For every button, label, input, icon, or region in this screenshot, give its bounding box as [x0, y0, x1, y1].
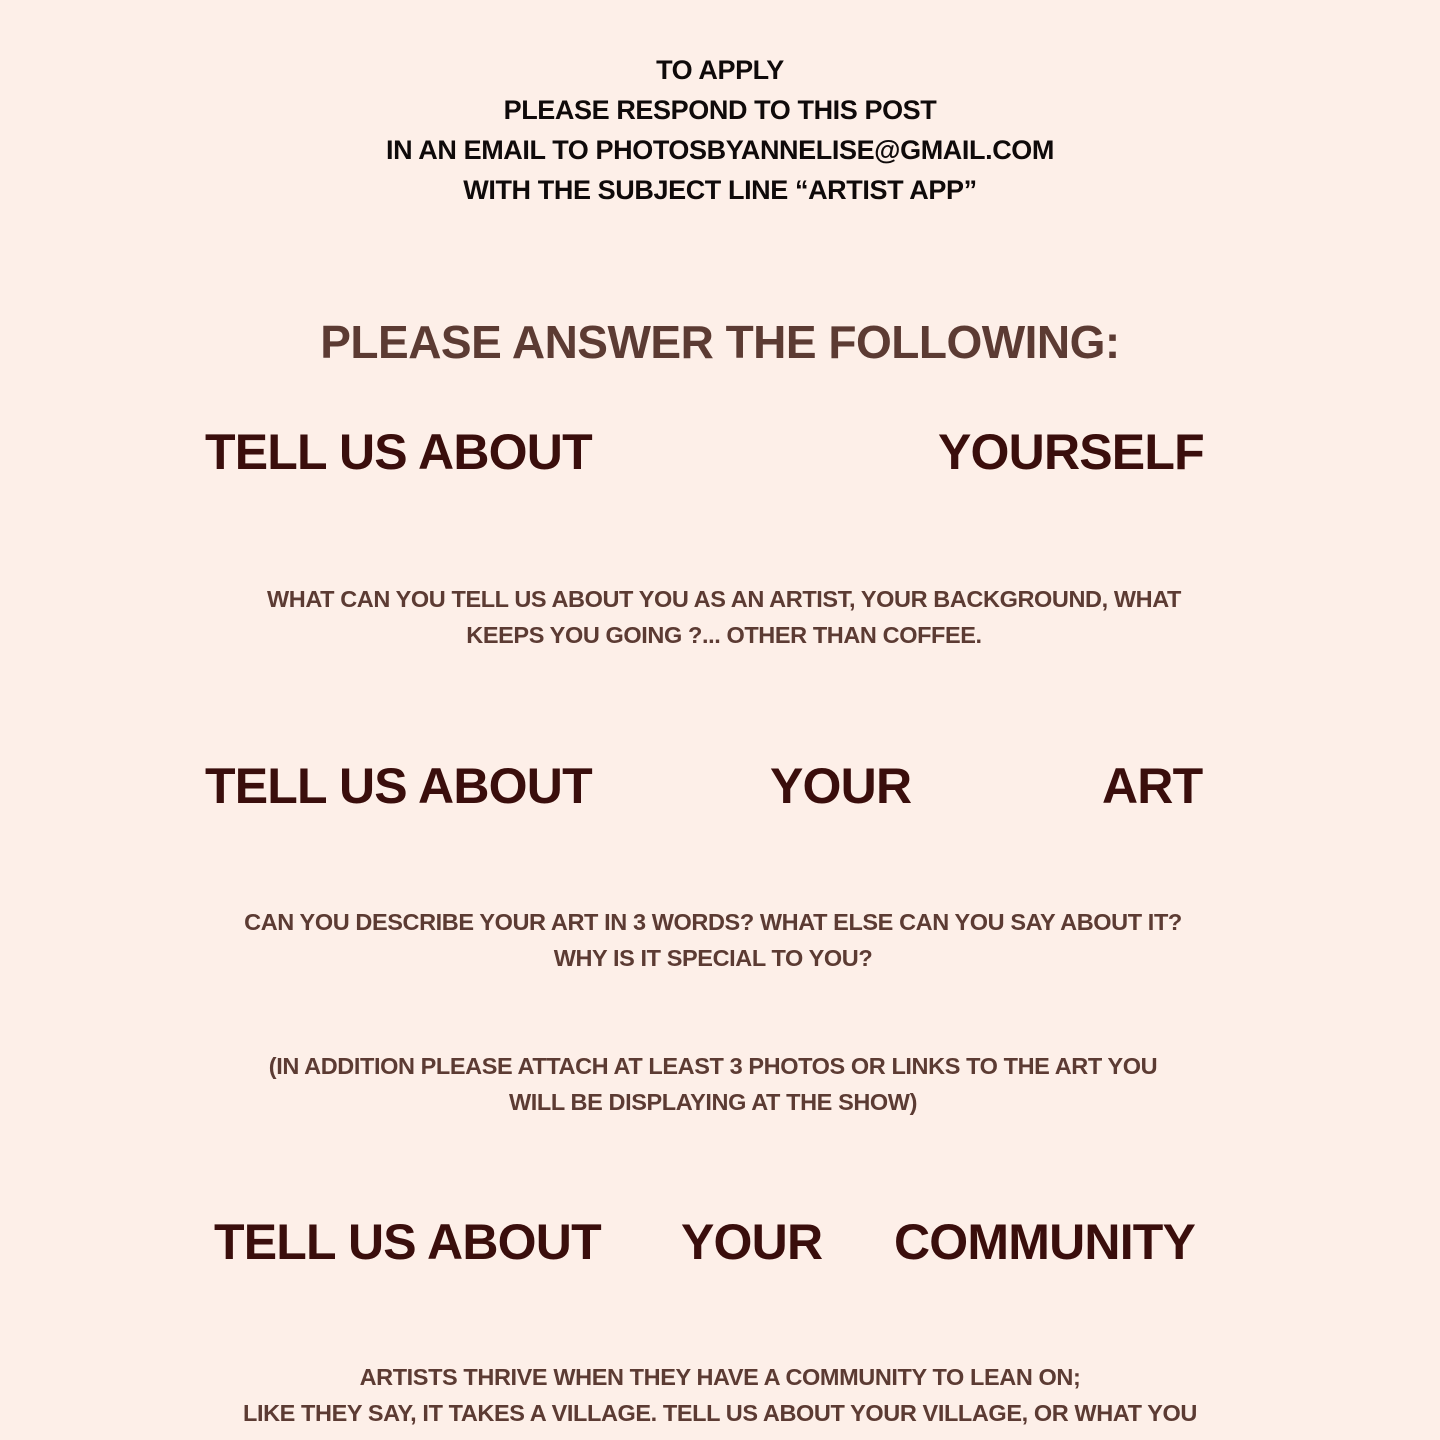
art-question-line1: CAN YOU DESCRIBE YOUR ART IN 3 WORDS? WHAT ELSE CAN YOU SAY ABOUT IT? [244, 909, 1182, 935]
apply-line-email: IN AN EMAIL TO PHOTOSBYANNELISE@GMAIL.COM [386, 135, 1054, 165]
apply-line-respond: PLEASE RESPOND TO THIS POST [503, 95, 937, 125]
art-heading-part3: ART [1102, 758, 1203, 814]
page-prompt: PLEASE ANSWER THE FOLLOWING: [320, 316, 1120, 368]
art-note-line2: WILL BE DISPLAYING AT THE SHOW) [509, 1089, 917, 1115]
community-heading-part3: COMMUNITY [894, 1214, 1196, 1270]
art-question-line2: WHY IS IT SPECIAL TO YOU? [553, 945, 873, 971]
community-heading-part2: YOUR [681, 1214, 823, 1270]
community-question-line2: LIKE THEY SAY, IT TAKES A VILLAGE. TELL US ABOUT YOUR VILLAGE, OR WHAT YOU [242, 1400, 1197, 1426]
art-heading-part1: TELL US ABOUT [205, 758, 592, 814]
art-note-line1: (IN ADDITION PLEASE ATTACH AT LEAST 3 PHOTOS OR LINKS TO THE ART YOU [268, 1053, 1158, 1079]
community-question-line1: ARTISTS THRIVE WHEN THEY HAVE A COMMUNITY TO LEAN ON; [359, 1364, 1081, 1390]
yourself-heading-part1: TELL US ABOUT [205, 424, 592, 480]
apply-title: TO APPLY [656, 55, 784, 85]
yourself-heading-part2: YOURSELF [938, 424, 1204, 480]
yourself-question-line2: KEEPS YOU GOING ?... OTHER THAN COFFEE. [466, 622, 982, 648]
community-heading-part1: TELL US ABOUT [214, 1214, 601, 1270]
yourself-question-line1: WHAT CAN YOU TELL US ABOUT YOU AS AN ARTIST, YOUR BACKGROUND, WHAT [266, 586, 1182, 612]
art-heading-part2: YOUR [770, 758, 912, 814]
apply-line-subject: WITH THE SUBJECT LINE “ARTIST APP” [463, 175, 977, 205]
